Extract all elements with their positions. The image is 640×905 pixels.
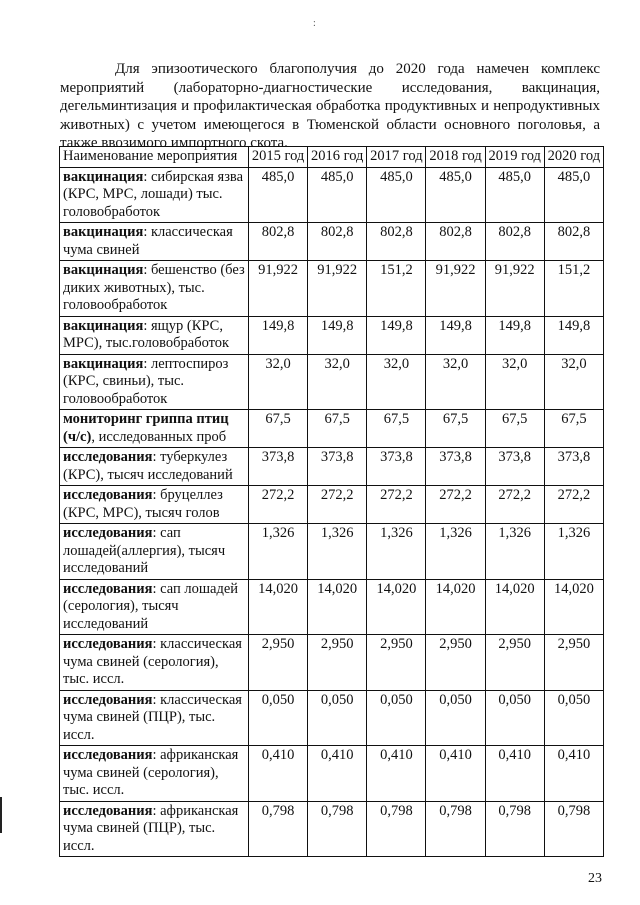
table-row bbox=[60, 354, 604, 410]
table-row bbox=[60, 524, 604, 580]
value-cell: 485,0 bbox=[367, 167, 426, 223]
value-cell: 1,326 bbox=[426, 524, 485, 580]
measure-type: мониторинг гриппа птиц (ч/с) bbox=[63, 411, 229, 445]
value-cell: 0,050 bbox=[367, 690, 426, 746]
value-cell: 272,2 bbox=[426, 486, 485, 524]
value-cell: 802,8 bbox=[485, 223, 544, 261]
value-cell: 32,0 bbox=[367, 354, 426, 410]
measure-name-cell bbox=[60, 746, 249, 802]
value-cell: 0,410 bbox=[249, 746, 308, 802]
measure-type: вакцинация bbox=[63, 224, 144, 240]
value-cell: 802,8 bbox=[544, 223, 603, 261]
table-body bbox=[60, 167, 604, 857]
header-year-2019: 2019 год bbox=[485, 147, 544, 168]
measure-type: исследования bbox=[63, 747, 153, 763]
value-cell: 151,2 bbox=[367, 261, 426, 317]
value-cell: 485,0 bbox=[426, 167, 485, 223]
value-cell: 802,8 bbox=[426, 223, 485, 261]
value-cell: 373,8 bbox=[485, 448, 544, 486]
intro-text: Для эпизоотического благополучия до 2020 года намечен комплекс мероприятий (лабораторно-диагностические исследования, вакцинация, дегельминтизация и профилактическая обработка продуктивных и непродуктивных животных) с учетом имеющегося в Тюменской области основного поголовья, а также ввозимого импортного скота. bbox=[60, 61, 600, 151]
measures-table bbox=[59, 146, 604, 857]
top-mark: : bbox=[313, 18, 316, 29]
measure-type: исследования bbox=[63, 449, 153, 465]
margin-line bbox=[0, 797, 2, 833]
measure-name-cell bbox=[60, 635, 249, 691]
value-cell: 149,8 bbox=[485, 316, 544, 354]
value-cell: 373,8 bbox=[249, 448, 308, 486]
value-cell: 485,0 bbox=[249, 167, 308, 223]
table-row bbox=[60, 690, 604, 746]
header-year-2018: 2018 год bbox=[426, 147, 485, 168]
measure-name-cell bbox=[60, 316, 249, 354]
measure-name-cell bbox=[60, 579, 249, 635]
value-cell: 373,8 bbox=[426, 448, 485, 486]
page-number: 23 bbox=[588, 871, 602, 886]
value-cell: 14,020 bbox=[367, 579, 426, 635]
value-cell: 1,326 bbox=[485, 524, 544, 580]
header-measure-name: Наименование мероприятия bbox=[60, 147, 249, 168]
table-row bbox=[60, 486, 604, 524]
value-cell: 2,950 bbox=[485, 635, 544, 691]
measure-description: : сап лошадей(аллергия), тысяч исследований bbox=[63, 525, 226, 576]
measure-description: : сап лошадей (серология), тысяч исследований bbox=[63, 580, 239, 632]
measure-description: : сибирская язва (КРС, МРС, лошади) тыс. головобработок bbox=[63, 168, 244, 220]
measure-name-cell bbox=[60, 486, 249, 524]
value-cell: 272,2 bbox=[485, 486, 544, 524]
value-cell: 14,020 bbox=[308, 579, 367, 635]
value-cell: 485,0 bbox=[544, 167, 603, 223]
table-row bbox=[60, 261, 604, 317]
value-cell: 32,0 bbox=[544, 354, 603, 410]
value-cell: 1,326 bbox=[544, 524, 603, 580]
value-cell: 32,0 bbox=[308, 354, 367, 410]
measure-description: : бруцеллез (КРС, МРС), тысяч голов bbox=[63, 487, 223, 521]
value-cell: 2,950 bbox=[544, 635, 603, 691]
value-cell: 0,050 bbox=[308, 690, 367, 746]
value-cell: 485,0 bbox=[308, 167, 367, 223]
table-row bbox=[60, 579, 604, 635]
measure-name-cell bbox=[60, 354, 249, 410]
value-cell: 149,8 bbox=[544, 316, 603, 354]
measure-type: вакцинация bbox=[63, 168, 144, 185]
measure-description: : лептоспироз (КРС, свиньи), тыс. головообработок bbox=[63, 355, 229, 407]
value-cell: 0,410 bbox=[367, 746, 426, 802]
measure-description: , исследованных проб bbox=[91, 428, 227, 445]
value-cell: 32,0 bbox=[249, 354, 308, 410]
value-cell: 272,2 bbox=[544, 486, 603, 524]
measure-description: : классическая чума свиней bbox=[63, 224, 233, 258]
measure-type: исследования bbox=[63, 636, 153, 652]
measure-type: исследования bbox=[63, 525, 153, 541]
value-cell: 0,410 bbox=[426, 746, 485, 802]
measure-description: : африканская чума свиней (серология), тыс. иссл. bbox=[63, 747, 239, 798]
value-cell: 2,950 bbox=[426, 635, 485, 691]
value-cell: 373,8 bbox=[367, 448, 426, 486]
measure-description: : африканская чума свиней (ПЦР), тыс. иссл. bbox=[63, 802, 239, 854]
measure-type: исследования bbox=[63, 487, 153, 503]
measure-type: исследования bbox=[63, 580, 153, 597]
value-cell: 91,922 bbox=[308, 261, 367, 317]
table-row bbox=[60, 410, 604, 448]
value-cell: 149,8 bbox=[367, 316, 426, 354]
table-row bbox=[60, 635, 604, 691]
measure-description: : туберкулез (КРС), тысяч исследований bbox=[63, 449, 233, 483]
value-cell: 272,2 bbox=[308, 486, 367, 524]
value-cell: 67,5 bbox=[426, 410, 485, 448]
value-cell: 0,410 bbox=[308, 746, 367, 802]
measure-name-cell bbox=[60, 801, 249, 857]
table-row bbox=[60, 167, 604, 223]
value-cell: 802,8 bbox=[249, 223, 308, 261]
measure-description: : классическая чума свиней (серология), тыс. иссл. bbox=[63, 636, 242, 687]
value-cell: 0,050 bbox=[426, 690, 485, 746]
value-cell: 485,0 bbox=[485, 167, 544, 223]
value-cell: 91,922 bbox=[249, 261, 308, 317]
value-cell: 272,2 bbox=[249, 486, 308, 524]
measure-type: исследования bbox=[63, 691, 153, 708]
measure-name-cell bbox=[60, 524, 249, 580]
measure-description: : классическая чума свиней (ПЦР), тыс. иссл. bbox=[63, 691, 242, 743]
value-cell: 2,950 bbox=[308, 635, 367, 691]
measure-type: вакцинация bbox=[63, 262, 144, 278]
header-year-2015: 2015 год bbox=[249, 147, 308, 168]
value-cell: 0,050 bbox=[485, 690, 544, 746]
value-cell: 1,326 bbox=[249, 524, 308, 580]
value-cell: 0,798 bbox=[249, 801, 308, 857]
value-cell: 0,050 bbox=[249, 690, 308, 746]
value-cell: 67,5 bbox=[249, 410, 308, 448]
value-cell: 14,020 bbox=[249, 579, 308, 635]
value-cell: 0,050 bbox=[544, 690, 603, 746]
value-cell: 67,5 bbox=[544, 410, 603, 448]
value-cell: 91,922 bbox=[485, 261, 544, 317]
table-row bbox=[60, 801, 604, 857]
value-cell: 373,8 bbox=[544, 448, 603, 486]
measure-name-cell bbox=[60, 223, 249, 261]
value-cell: 0,798 bbox=[367, 801, 426, 857]
table-row bbox=[60, 746, 604, 802]
value-cell: 151,2 bbox=[544, 261, 603, 317]
value-cell: 0,798 bbox=[426, 801, 485, 857]
value-cell: 1,326 bbox=[308, 524, 367, 580]
value-cell: 67,5 bbox=[308, 410, 367, 448]
value-cell: 14,020 bbox=[426, 579, 485, 635]
table-row bbox=[60, 316, 604, 354]
value-cell: 14,020 bbox=[485, 579, 544, 635]
header-year-2020: 2020 год bbox=[544, 147, 603, 168]
measure-type: исследования bbox=[63, 802, 153, 819]
value-cell: 0,798 bbox=[308, 801, 367, 857]
value-cell: 91,922 bbox=[426, 261, 485, 317]
value-cell: 0,798 bbox=[544, 801, 603, 857]
intro-paragraph bbox=[60, 60, 600, 153]
value-cell: 67,5 bbox=[367, 410, 426, 448]
measure-name-cell bbox=[60, 261, 249, 317]
value-cell: 0,798 bbox=[485, 801, 544, 857]
value-cell: 0,410 bbox=[485, 746, 544, 802]
table-row bbox=[60, 448, 604, 486]
value-cell: 802,8 bbox=[308, 223, 367, 261]
measure-type: вакцинация bbox=[63, 355, 144, 372]
value-cell: 149,8 bbox=[426, 316, 485, 354]
measure-description: : ящур (КРС, МРС), тыс.головобработок bbox=[63, 317, 230, 351]
value-cell: 802,8 bbox=[367, 223, 426, 261]
measure-description: : бешенство (без диких животных), тыс. головообработок bbox=[63, 262, 245, 313]
value-cell: 67,5 bbox=[485, 410, 544, 448]
value-cell: 0,410 bbox=[544, 746, 603, 802]
value-cell: 32,0 bbox=[485, 354, 544, 410]
measure-type: вакцинация bbox=[63, 317, 144, 334]
value-cell: 2,950 bbox=[367, 635, 426, 691]
value-cell: 272,2 bbox=[367, 486, 426, 524]
header-year-2016: 2016 год bbox=[308, 147, 367, 168]
value-cell: 32,0 bbox=[426, 354, 485, 410]
value-cell: 373,8 bbox=[308, 448, 367, 486]
header-year-2017: 2017 год bbox=[367, 147, 426, 168]
value-cell: 14,020 bbox=[544, 579, 603, 635]
measure-name-cell bbox=[60, 410, 249, 448]
value-cell: 1,326 bbox=[367, 524, 426, 580]
value-cell: 149,8 bbox=[249, 316, 308, 354]
table-row bbox=[60, 223, 604, 261]
value-cell: 2,950 bbox=[249, 635, 308, 691]
table-header-row bbox=[60, 147, 604, 168]
value-cell: 149,8 bbox=[308, 316, 367, 354]
measure-name-cell bbox=[60, 448, 249, 486]
measure-name-cell bbox=[60, 690, 249, 746]
measure-name-cell bbox=[60, 167, 249, 223]
